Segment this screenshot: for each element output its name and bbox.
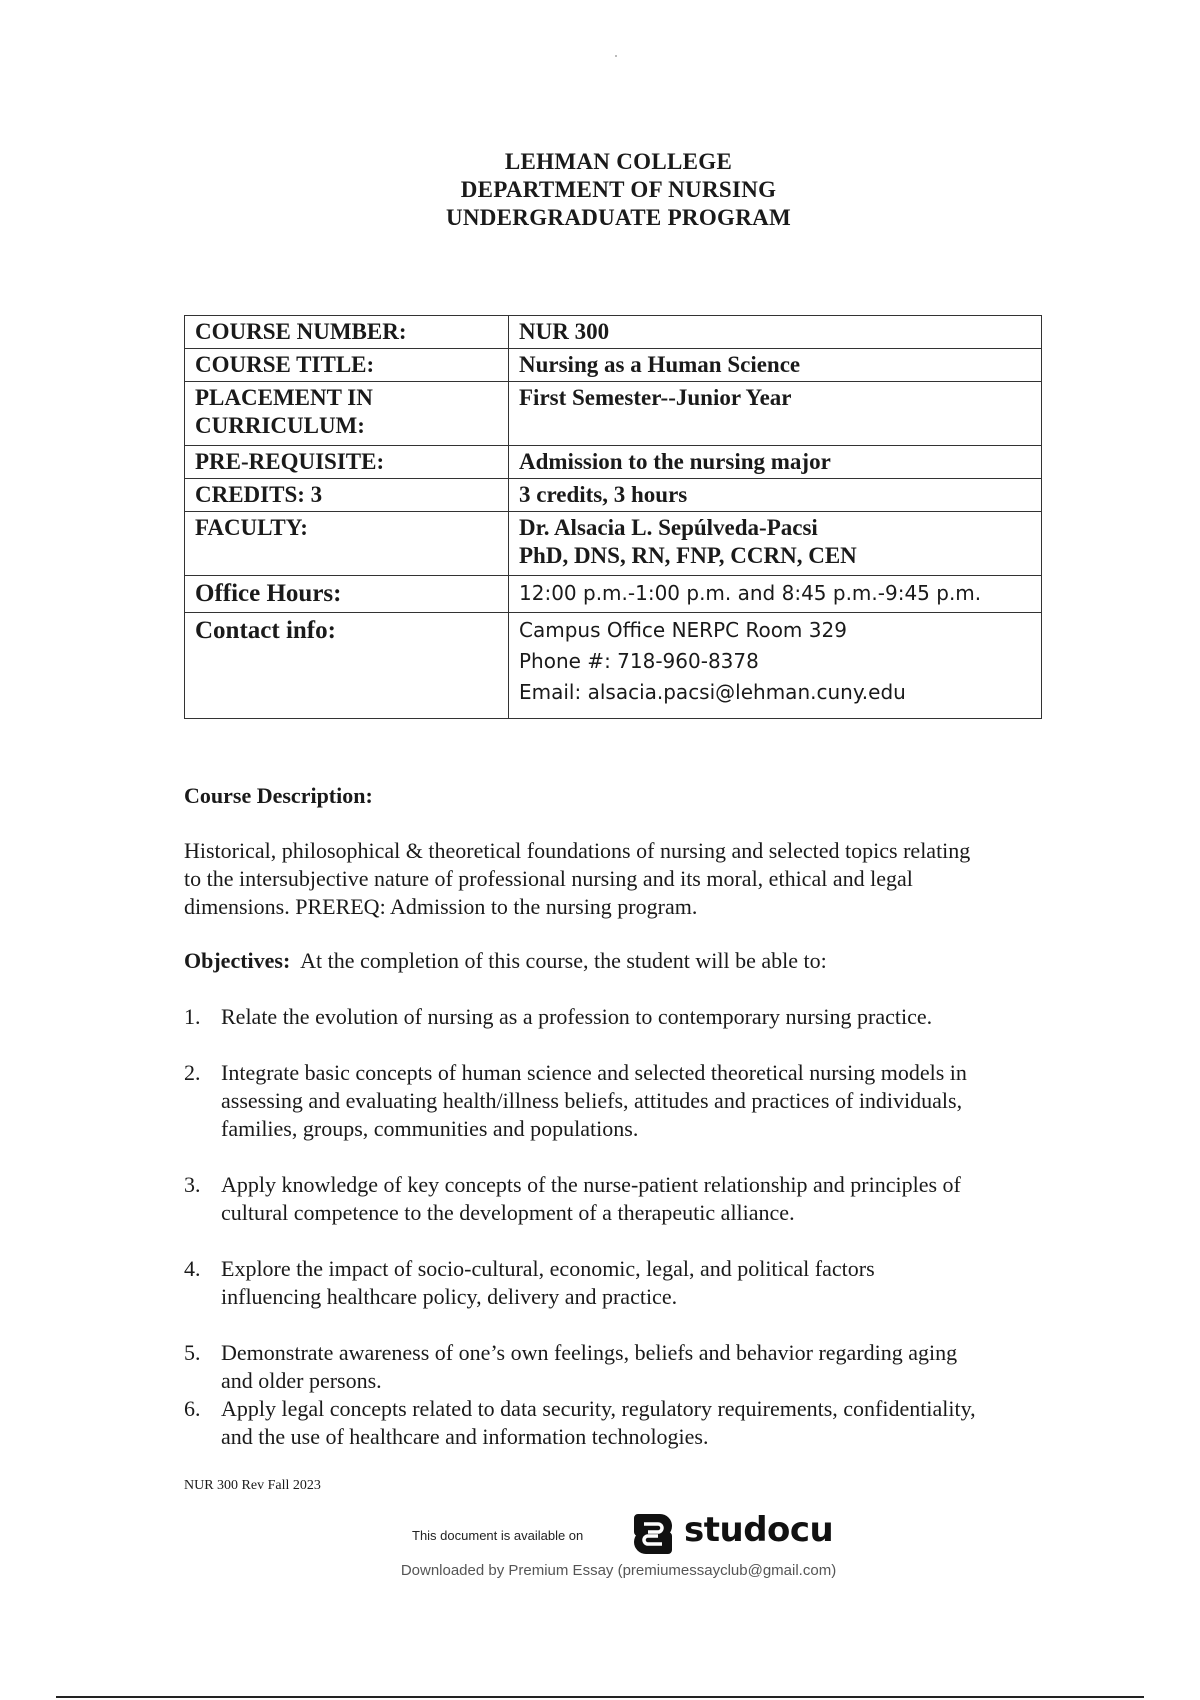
objectives-list [184,1003,1064,1451]
objective-number: 6. [184,1396,201,1421]
objective-line: Apply knowledge of key concepts of the nurse-patient relationship and principles of [221,1172,961,1197]
table-row [185,479,1042,512]
office-hours-value: 12:00 p.m.-1:00 p.m. and 8:45 p.m.-9:45 p.m. [509,576,1042,613]
scan-speck [615,55,617,57]
course-number-value: NUR 300 [509,316,1042,349]
placement-label [185,382,509,446]
department-name: DEPARTMENT OF NURSING [460,177,777,202]
placement-label-line: CURRICULUM: [195,413,365,438]
objective-number: 2. [184,1060,201,1085]
office-hours-label: Office Hours: [185,576,509,613]
downloaded-by-text: Downloaded by Premium Essay (premiumessayclub@gmail.com) [400,1562,837,1579]
faculty-value [509,512,1042,576]
objective-line: families, groups, communities and populations. [221,1116,639,1141]
objective-number: 5. [184,1340,201,1365]
list-item [184,1059,1064,1143]
course-description-body [184,837,1064,921]
studocu-logo-icon [630,1510,676,1558]
contact-info-value [509,613,1042,719]
objective-line: Explore the impact of socio-cultural, economic, legal, and political factors [221,1256,875,1281]
prereq-label: PRE-REQUISITE: [185,446,509,479]
objective-line: Integrate basic concepts of human science and selected theoretical nursing models in [221,1060,967,1085]
credits-label: CREDITS: 3 [185,479,509,512]
contact-info-label: Contact info: [185,613,509,719]
objective-line: Apply legal concepts related to data security, regulatory requirements, confidentiality, [221,1396,976,1421]
table-row [185,512,1042,576]
list-item [184,1003,1064,1031]
college-name: LEHMAN COLLEGE [504,149,733,174]
objective-line: and older persons. [221,1368,382,1393]
objective-number: 1. [184,1004,201,1029]
faculty-credentials: PhD, DNS, RN, FNP, CCRN, CEN [519,543,857,568]
objective-line: cultural competence to the development of a therapeutic alliance. [221,1200,795,1225]
bottom-divider [56,1696,1144,1698]
objective-number: 3. [184,1172,201,1197]
table-row [185,446,1042,479]
description-line: Historical, philosophical & theoretical foundations of nursing and selected topics relating [184,838,971,863]
placement-value: First Semester--Junior Year [509,382,1042,446]
course-number-label: COURSE NUMBER: [185,316,509,349]
list-item [184,1395,1064,1451]
objective-line: assessing and evaluating health/illness beliefs, attitudes and practices of individuals, [221,1088,963,1113]
credits-value: 3 credits, 3 hours [509,479,1042,512]
prereq-value: Admission to the nursing major [509,446,1042,479]
faculty-label: FACULTY: [185,512,509,576]
contact-phone: Phone #: 718-960-8378 [519,649,759,673]
objective-line: Relate the evolution of nursing as a profession to contemporary nursing practice. [221,1004,933,1029]
table-row [185,316,1042,349]
list-item [184,1171,1064,1227]
studocu-brand-text: studocu [684,1510,834,1550]
objective-line: and the use of healthcare and information technologies. [221,1424,709,1449]
course-title-label: COURSE TITLE: [185,349,509,382]
description-line: dimensions. PREREQ: Admission to the nursing program. [184,894,698,919]
revision-note: NUR 300 Rev Fall 2023 [184,1478,321,1493]
table-row [185,576,1042,613]
program-name: UNDERGRADUATE PROGRAM [445,205,792,230]
table-row [185,349,1042,382]
studocu-banner[interactable] [412,1510,832,1570]
objectives-intro-text: At the completion of this course, the student will be able to: [290,948,827,973]
objectives-label: Objectives: [184,948,291,973]
document-header [0,148,1200,232]
course-title-value: Nursing as a Human Science [509,349,1042,382]
list-item [184,1339,1064,1395]
objective-line: influencing healthcare policy, delivery and practice. [221,1284,678,1309]
available-on-text: This document is available on [412,1528,584,1543]
placement-label-line: PLACEMENT IN [195,385,373,410]
contact-email: Email: alsacia.pacsi@lehman.cuny.edu [519,680,906,704]
faculty-name: Dr. Alsacia L. Sepúlveda-Pacsi [519,515,818,540]
course-info-table [184,315,1042,719]
objective-number: 4. [184,1256,201,1281]
table-row [185,613,1042,719]
description-line: to the intersubjective nature of professional nursing and its moral, ethical and legal [184,866,913,891]
contact-office: Campus Office NERPC Room 329 [519,618,847,642]
course-description-title: Course Description: [184,783,373,808]
objectives-intro [184,947,1064,975]
table-row [185,382,1042,446]
list-item [184,1255,1064,1311]
objective-line: Demonstrate awareness of one’s own feelings, beliefs and behavior regarding aging [221,1340,958,1365]
